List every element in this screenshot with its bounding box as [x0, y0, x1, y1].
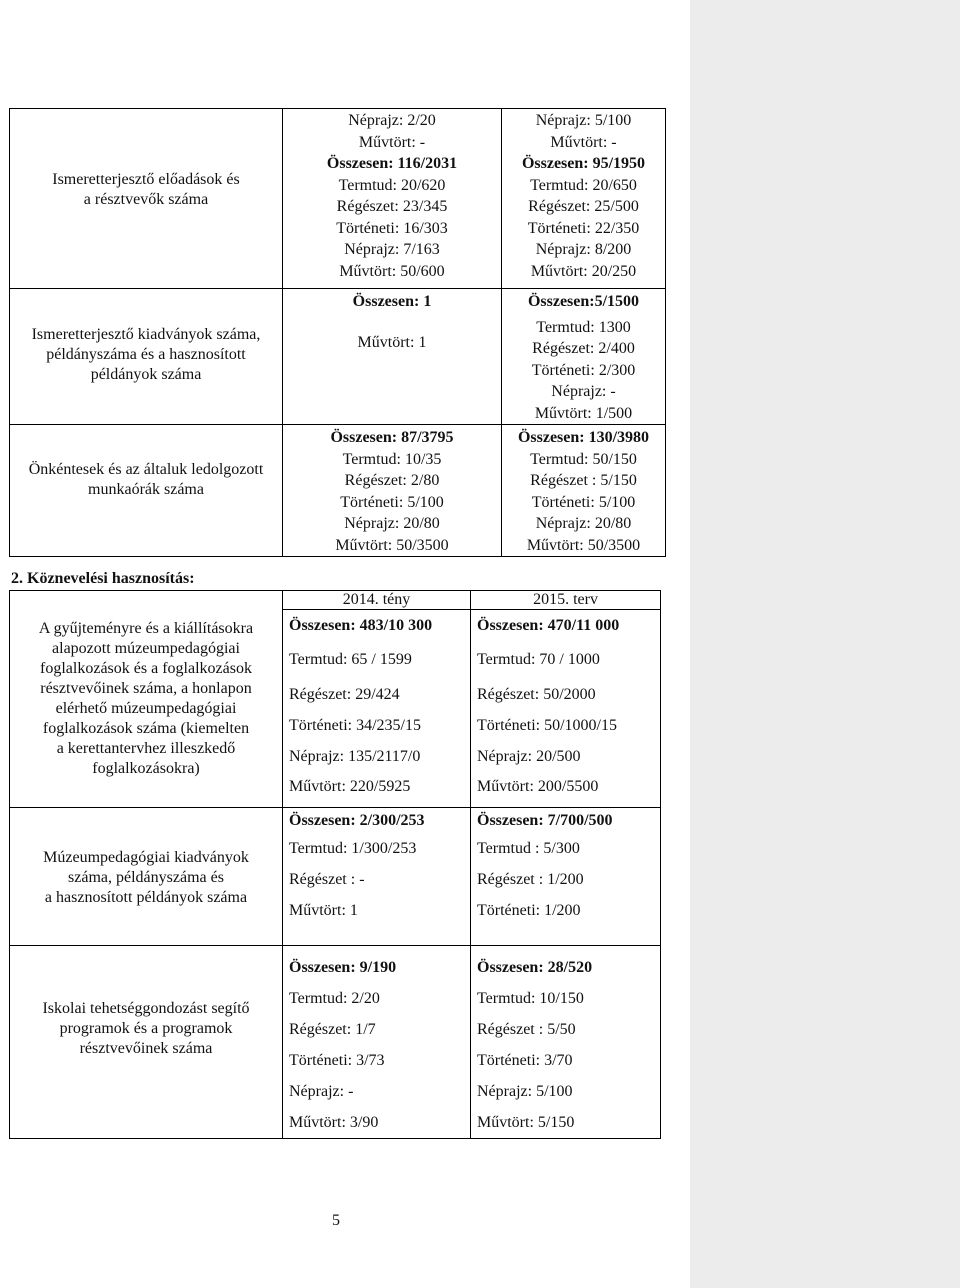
value-line: Termtud: 10/150: [477, 990, 584, 1007]
value-line: Termtud : 5/300: [477, 840, 580, 857]
value-cell-col2: [471, 946, 661, 1139]
value-line: Történeti: 3/73: [289, 1052, 385, 1069]
value-line: Művtört: 50/3500: [526, 536, 641, 554]
row-label: [10, 610, 283, 808]
label-line: a kerettantervhez illeszkedő: [56, 739, 236, 757]
value-cell-col2: [471, 808, 661, 946]
row-label: [10, 946, 283, 1139]
value-line: Művtört: -: [358, 133, 426, 151]
value-line: Művtört: 220/5925: [289, 778, 411, 795]
label-line: programok és a programok: [59, 1020, 233, 1037]
value-line: Művtört: 20/250: [530, 262, 637, 280]
label-line: résztvevőinek száma, a honlapon: [40, 679, 252, 697]
total-line: Összesen: 9/190: [289, 959, 397, 976]
value-line: Régészet : -: [289, 871, 365, 888]
value-line: Régészet: 2/80: [344, 472, 440, 489]
value-line: Néprajz: 5/100: [535, 112, 632, 129]
table-row: [10, 808, 661, 946]
label-line: résztvevőinek száma: [79, 1040, 213, 1057]
page-number: 5: [332, 1212, 340, 1229]
value-line: Régészet: 25/500: [528, 198, 639, 215]
value-line: Néprajz: 7/163: [344, 241, 440, 258]
value-line: Termtud: 2/20: [289, 990, 380, 1007]
value-cell-col1: [283, 289, 502, 425]
value-line: Néprajz: 135/2117/0: [289, 748, 421, 765]
label-line: a résztvevők száma: [83, 190, 209, 208]
right-margin-panel: [690, 0, 960, 1288]
label-line: elérhető múzeumpedagógiai: [55, 699, 237, 717]
value-line: Művtört: 5/150: [477, 1114, 575, 1131]
value-cell-col2: [502, 289, 666, 425]
value-cell-col1: [283, 610, 471, 808]
row-label: [10, 808, 283, 946]
row-label: [10, 289, 283, 425]
value-line: Néprajz: 8/200: [535, 241, 632, 258]
total-line: Összesen: 130/3980: [517, 429, 650, 446]
value-line: Régészet : 5/50: [477, 1021, 576, 1038]
value-line: Régészet: 2/400: [532, 340, 635, 357]
value-line: Történeti: 50/1000/15: [477, 717, 617, 734]
total-line: Összesen:5/1500: [527, 293, 640, 310]
label-line: példányok száma: [90, 365, 202, 383]
value-line: Néprajz: 20/80: [344, 515, 440, 532]
value-line: Régészet: 29/424: [289, 686, 400, 703]
statistics-table-2: [9, 590, 661, 1139]
label-line: munkaórák száma: [88, 480, 204, 498]
value-line: Néprajz: 2/20: [348, 112, 436, 129]
total-line: Összesen: 28/520: [477, 959, 593, 976]
label-line: száma, példányszáma és: [68, 868, 224, 886]
value-line: Történeti: 2/300: [531, 361, 636, 379]
value-line: Történeti: 5/100: [531, 493, 636, 511]
value-cell-col1: [283, 808, 471, 946]
label-line: foglalkozások száma (kiemelten: [42, 719, 250, 737]
value-line: Régészet: 50/2000: [477, 686, 596, 703]
value-line: Termtud: 20/620: [338, 176, 446, 194]
column-header-label: 2015. terv: [533, 591, 598, 608]
total-line: Összesen: 483/10 300: [289, 617, 433, 634]
value-cell-col1: [283, 946, 471, 1139]
value-line: Történeti: 1/200: [477, 902, 581, 919]
label-line: a hasznosított példányok száma: [44, 888, 248, 906]
header-empty-cell: [10, 591, 283, 610]
total-line: Összesen: 1: [352, 293, 432, 310]
value-line: Régészet: 23/345: [336, 198, 448, 215]
label-line: Múzeumpedagógiai kiadványok: [43, 848, 249, 866]
total-line: Összesen: 7/700/500: [477, 812, 613, 829]
value-line: Néprajz: -: [289, 1083, 354, 1100]
section-title: 2. Köznevelési hasznosítás:: [11, 570, 195, 587]
label-line: Ismeretterjesztő előadások és: [52, 170, 240, 188]
spacer: [283, 313, 501, 332]
value-line: Termtud: 10/35: [342, 450, 442, 468]
column-header-2014: [283, 591, 471, 610]
value-line: Művtört: -: [550, 133, 617, 151]
label-line: Önkéntesek és az általuk ledolgozott: [28, 460, 264, 478]
value-line: Néprajz: 20/80: [535, 515, 632, 532]
column-header-label: 2014. tény: [342, 591, 411, 608]
value-line: Történeti: 5/100: [340, 493, 444, 511]
value-line: Művtört: 50/3500: [335, 536, 449, 554]
value-line: Történeti: 3/70: [477, 1052, 573, 1069]
value-line: Termtud: 20/650: [530, 176, 637, 194]
value-line: Történeti: 16/303: [336, 219, 448, 237]
value-line: Néprajz: -: [551, 383, 616, 400]
value-line: Művtört: 1: [289, 902, 358, 919]
value-line: Régészet: 1/7: [289, 1021, 376, 1038]
label-line: foglalkozások és a foglalkozások: [40, 659, 252, 677]
value-line: Művtört: 50/600: [339, 262, 445, 280]
value-line: Néprajz: 20/500: [477, 748, 581, 765]
row-label: [10, 425, 283, 557]
column-header-2015: [471, 591, 661, 610]
value-line: Történeti: 22/350: [527, 219, 640, 237]
value-cell-col1: [283, 109, 502, 289]
value-cell-col2: [471, 610, 661, 808]
label-line: A gyűjteményre és a kiállításokra: [38, 619, 254, 637]
table-header-row: [10, 591, 661, 610]
value-line: Termtud: 50/150: [530, 450, 637, 468]
value-line: Termtud: 65 / 1599: [289, 651, 412, 668]
table-row: [10, 289, 666, 425]
table-row: [10, 610, 661, 808]
value-cell-col2: [502, 109, 666, 289]
value-line: Termtud: 70 / 1000: [477, 651, 600, 668]
value-line: Néprajz: 5/100: [477, 1083, 573, 1100]
table-row: [10, 109, 666, 289]
label-line: Ismeretterjesztő kiadványok száma,: [31, 325, 261, 343]
value-line: Művtört: 3/90: [289, 1114, 379, 1131]
statistics-table-1: [9, 108, 666, 557]
label-line: foglalkozásokra): [92, 759, 200, 777]
value-cell-col2: [502, 425, 666, 557]
total-line: Összesen: 2/300/253: [289, 812, 425, 829]
value-line: Termtud: 1300: [536, 318, 631, 336]
total-line: Összesen: 470/11 000: [477, 617, 620, 634]
value-line: Régészet : 5/150: [530, 472, 637, 489]
value-line: Régészet : 1/200: [477, 871, 584, 888]
label-line: példányszáma és a hasznosított: [46, 345, 246, 363]
value-line: Termtud: 1/300/253: [289, 840, 417, 857]
row-label: [10, 109, 283, 289]
table-row: [10, 946, 661, 1139]
table-row: [10, 425, 666, 557]
value-cell-col1: [283, 425, 502, 557]
value-line: Művtört: 1: [357, 333, 427, 351]
label-line: Iskolai tehetséggondozást segítő: [42, 1000, 250, 1017]
value-line: Művtört: 1/500: [534, 404, 633, 422]
value-line: Művtört: 200/5500: [477, 778, 599, 795]
total-line: Összesen: 95/1950: [521, 155, 646, 172]
label-line: alapozott múzeumpedagógiai: [52, 639, 240, 657]
total-line: Összesen: 116/2031: [326, 155, 458, 172]
total-line: Összesen: 87/3795: [330, 429, 454, 446]
value-line: Történeti: 34/235/15: [289, 717, 421, 734]
